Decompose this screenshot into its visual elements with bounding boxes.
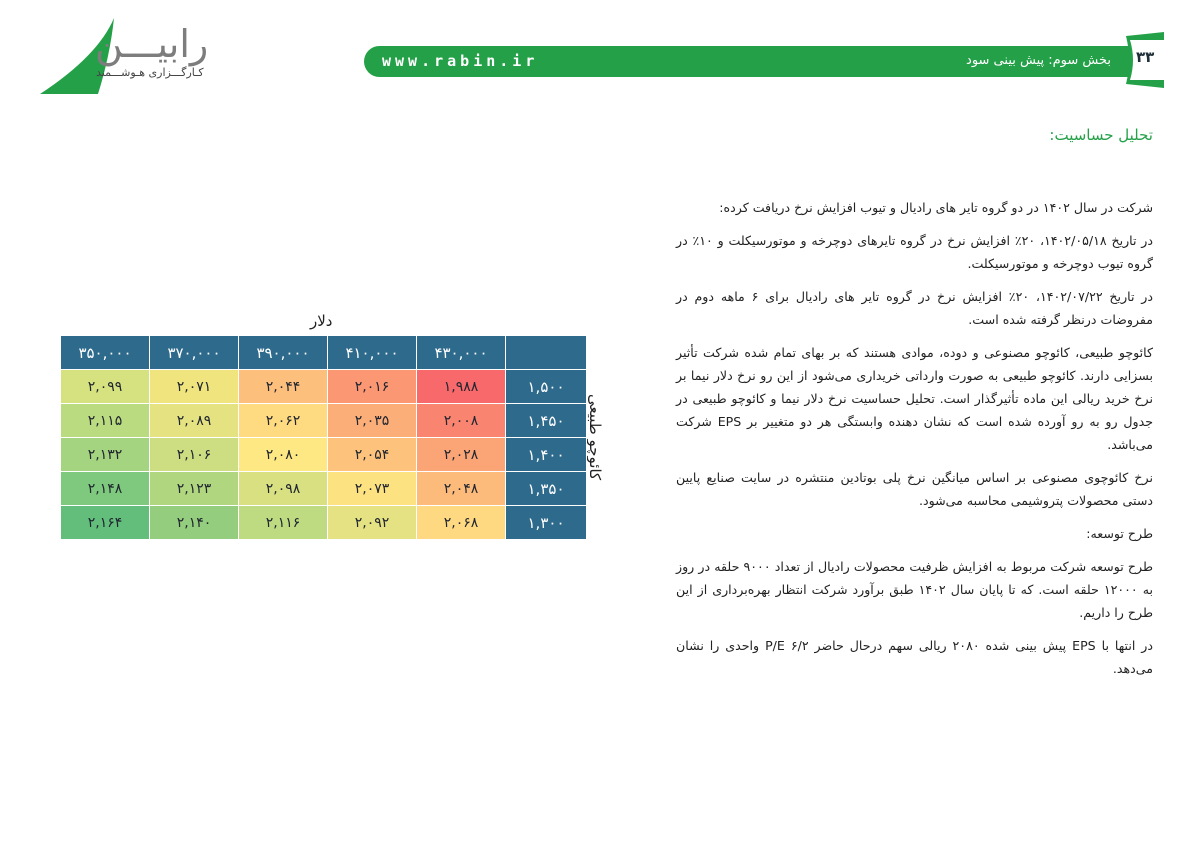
table-cell: ۱,۹۸۸ bbox=[417, 370, 506, 404]
column-header: ۴۳۰,۰۰۰ bbox=[417, 336, 506, 370]
table-cell: ۲,۱۰۶ bbox=[150, 438, 239, 472]
logo-tagline: کـارگـــزاری هـوشـــمند bbox=[96, 66, 204, 79]
column-axis-label: دلار bbox=[310, 312, 333, 330]
table-row bbox=[61, 404, 587, 438]
table-row bbox=[61, 472, 587, 506]
paragraph-heading: طرح توسعه: bbox=[1086, 526, 1153, 541]
table-cell: ۲,۰۳۵ bbox=[328, 404, 417, 438]
row-header: ۱,۳۵۰ bbox=[506, 472, 587, 506]
table-cell: ۲,۱۱۵ bbox=[61, 404, 150, 438]
table-row bbox=[61, 370, 587, 404]
paragraph: کائوچو طبیعی، کائوچو مصنوعی و دوده، موادی هستند که بر بهای تمام شده شرکت تأثیر بسزایی دارند. کائوچو طبیعی به صورت وارداتی خریداری می‌شود از این رو نرخ دلار نیما بر نرخ خرید ریالی این ماده تأثیرگذار است. تحلیل حساسیت نرخ دلار نیما و کائوچو طبیعی در جدول رو به رو آورده شده است که نشان دهنده وابستگی هر دو متغییر بر EPS شرکت می‌باشد. bbox=[676, 345, 1153, 452]
table-cell: ۲,۰۲۸ bbox=[417, 438, 506, 472]
table-cell: ۲,۱۳۲ bbox=[61, 438, 150, 472]
column-header: ۳۹۰,۰۰۰ bbox=[239, 336, 328, 370]
table-cell: ۲,۱۴۰ bbox=[150, 506, 239, 540]
paragraph: شرکت در سال ۱۴۰۲ در دو گروه تایر های رادیال و تیوب افزایش نرخ دریافت کرده: bbox=[719, 200, 1153, 215]
table-cell: ۲,۰۷۳ bbox=[328, 472, 417, 506]
table-cell: ۲,۰۸۰ bbox=[239, 438, 328, 472]
table-cell: ۲,۰۹۸ bbox=[239, 472, 328, 506]
table-cell: ۲,۰۷۱ bbox=[150, 370, 239, 404]
section-title: بخش سوم: پیش بینی سود bbox=[966, 53, 1111, 68]
table-cell: ۲,۱۴۸ bbox=[61, 472, 150, 506]
paragraph: در تاریخ ۱۴۰۲/۰۵/۱۸، ۲۰٪ افزایش نرخ در گروه تایرهای دوچرخه و موتورسیکلت و ۱۰٪ در گروه تیوب دوچرخه و موتورسیکلت. bbox=[676, 233, 1154, 271]
column-header: ۳۷۰,۰۰۰ bbox=[150, 336, 239, 370]
table-header-row bbox=[61, 336, 587, 370]
table-cell: ۲,۰۹۲ bbox=[328, 506, 417, 540]
table-cell: ۲,۰۰۸ bbox=[417, 404, 506, 438]
table-cell: ۲,۰۱۶ bbox=[328, 370, 417, 404]
paragraph: نرخ کائوچوی مصنوعی بر اساس میانگین نرخ پلی بوتادین منتشره در سایت صنایع پایین دستی محصولات پتروشیمی محاسبه می‌شود. bbox=[676, 470, 1153, 508]
table-cell: ۲,۱۶۴ bbox=[61, 506, 150, 540]
table-cell: ۲,۰۹۹ bbox=[61, 370, 150, 404]
paragraph: طرح توسعه شرکت مربوط به افزایش ظرفیت محصولات رادیال از تعداد ۹۰۰۰ حلقه در روز به ۱۲۰۰۰ حلقه است. که تا پایان سال ۱۴۰۲ طبق برآورد شرکت انتظار بهره‌برداری از این طرح را داریم. bbox=[676, 559, 1153, 620]
table-cell: ۲,۰۴۸ bbox=[417, 472, 506, 506]
row-header: ۱,۳۰۰ bbox=[506, 506, 587, 540]
sensitivity-table bbox=[60, 335, 587, 540]
corner-cell bbox=[506, 336, 587, 370]
table-cell: ۲,۱۱۶ bbox=[239, 506, 328, 540]
website-url[interactable]: www.rabin.ir bbox=[382, 52, 539, 70]
table-row bbox=[61, 438, 587, 472]
section-subtitle: تحلیل حساسیت: bbox=[1049, 126, 1153, 144]
row-axis-label: کائوچو طبیعی bbox=[586, 394, 604, 481]
row-header: ۱,۴۵۰ bbox=[506, 404, 587, 438]
table-row bbox=[61, 506, 587, 540]
row-header: ۱,۵۰۰ bbox=[506, 370, 587, 404]
paragraph: در تاریخ ۱۴۰۲/۰۷/۲۲، ۲۰٪ افزایش نرخ در گروه تایر های رادیال برای ۶ ماهه دوم در مفروضات درنظر گرفته شده است. bbox=[676, 289, 1153, 327]
body-text bbox=[676, 196, 1153, 690]
table-cell: ۲,۰۴۴ bbox=[239, 370, 328, 404]
page-number: ۳۳ bbox=[1136, 48, 1155, 66]
paragraph: در انتها با EPS پیش بینی شده ۲۰۸۰ ریالی سهم درحال حاضر P/E ۶/۲ واحدی را نشان می‌دهد. bbox=[676, 638, 1153, 676]
table-cell: ۲,۰۵۴ bbox=[328, 438, 417, 472]
table-cell: ۲,۰۸۹ bbox=[150, 404, 239, 438]
column-header: ۳۵۰,۰۰۰ bbox=[61, 336, 150, 370]
logo-brand-text: رابیـــن bbox=[95, 22, 209, 66]
table-cell: ۲,۱۲۳ bbox=[150, 472, 239, 506]
table-cell: ۲,۰۶۸ bbox=[417, 506, 506, 540]
column-header: ۴۱۰,۰۰۰ bbox=[328, 336, 417, 370]
table-cell: ۲,۰۶۲ bbox=[239, 404, 328, 438]
row-header: ۱,۴۰۰ bbox=[506, 438, 587, 472]
